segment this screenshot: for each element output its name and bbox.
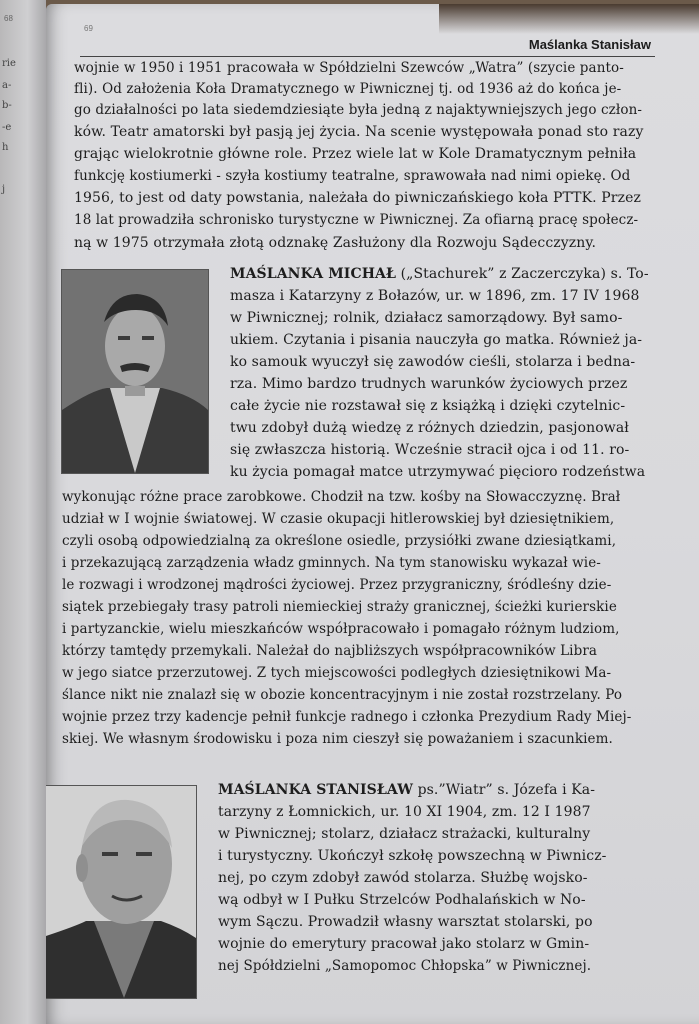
book-page [46, 4, 699, 1024]
text-line: udział w I wojnie światowej. W czasie okupacji hitlerowskiej był dziesiętnikiem, [62, 511, 615, 527]
left-fragment: a- [2, 80, 12, 91]
text-line: którzy tamtędy przemykali. Należał do najbliższych współpracowników Libra [62, 643, 598, 659]
portrait-stanislaw-image [46, 786, 196, 998]
text-line: („Stachurek” z Zaczerczyka) s. To- [396, 266, 649, 282]
text-line: ukiem. Czytania i pisania nauczyła go matka. Również ja- [230, 332, 643, 348]
left-fragment: -e [2, 122, 12, 133]
running-head: Maślanka Stanisław [528, 37, 651, 52]
left-fragment: rie [2, 58, 16, 69]
text-line: masza i Katarzyny z Bołazów, ur. w 1896, zm. 17 IV 1968 [230, 288, 640, 304]
left-fragment: j [2, 184, 6, 195]
text-line: wą odbył w I Pułku Strzelców Podhalańskich w No- [218, 892, 586, 908]
text-line: funkcję kostiumerki - szyła kostiumy teatralne, sprawowała nad nimi opiekę. Od [74, 168, 631, 184]
left-page-number: 68 [4, 14, 13, 23]
text-line: wojnie przez trzy kadencje pełnił funkcje radnego i członka Prezydium Rady Miej- [62, 709, 632, 725]
text-line: w jego siatce przerzutowej. Z tych miejscowości podległych dziesiętnikowi Ma- [62, 665, 612, 681]
portrait-photo-stanislaw [46, 786, 196, 998]
text-line: wym Sączu. Prowadził własny warsztat stolarski, po [218, 914, 593, 930]
text-line: grając wielokrotnie główne role. Przez wiele lat w Kole Dramatycznym pełniła [74, 146, 637, 162]
text-line: wykonując różne prace zarobkowe. Chodził na tzw. kośby na Słowacczyznę. Brał [62, 489, 621, 505]
text-line: nej, po czym zdobył zawód stolarza. Służbę wojsko- [218, 870, 588, 886]
text-line: ków. Teatr amatorski był pasją jej życia. Na scenie występowała ponad sto razy [74, 124, 644, 140]
page-number: 69 [84, 24, 93, 33]
text-line: i przekazującą zarządzenia władz gminnych. Na tym stanowisku wykazał wie- [62, 555, 601, 571]
text-line: wojnie do emerytury pracował jako stolarz w Gmin- [218, 936, 590, 952]
text-line: ko samouk wyuczył się zawodów cieśli, stolarza i bedna- [230, 354, 636, 370]
entry-name-michal: MAŚLANKA MICHAŁ [230, 266, 397, 282]
text-line: go działalności po lata siedemdziesiąte była jedną z najaktywniejszych jego człon- [74, 102, 643, 118]
text-line: ku życia pomagał matce utrzymywać pięcioro rodzeństwa [230, 464, 646, 480]
text-line: skiej. We własnym środowisku i poza nim cieszył się poważaniem i szacunkiem. [62, 731, 613, 747]
portrait-photo-michal [62, 270, 208, 473]
portrait-michal-image [62, 270, 208, 473]
text-line: się zwłaszcza historią. Wcześnie stracił ojca i od 11. ro- [230, 442, 630, 458]
text-line: całe życie nie rozstawał się z książką i dzięki czytelnic- [230, 398, 626, 414]
text-line: ps.”Wiatr” s. Józefa i Ka- [413, 782, 596, 798]
page-shadow [439, 4, 699, 34]
text-line: 18 lat prowadziła schronisko turystyczne w Piwnicznej. Za ofiarną pracę społecz- [74, 212, 639, 228]
text-line: i turystyczny. Ukończył szkołę powszechną w Piwnicz- [218, 848, 607, 864]
text-line: wojnie w 1950 i 1951 pracowała w Spółdzielni Szewców „Watra” (szycie panto- [74, 60, 624, 76]
text-line: nej Spółdzielni „Samopomoc Chłopska” w Piwnicznej. [218, 958, 592, 974]
text-line: w Piwnicznej; rolnik, działacz samorządowy. Był samo- [230, 310, 623, 326]
left-fragment: h [2, 142, 9, 153]
text-line: le rozwagi i wrodzonej mądrości życiowej. Przez przygraniczny, śródleśny dzie- [62, 577, 612, 593]
left-page-edge [0, 0, 46, 1024]
text-line: czyli osobą odpowiedzialną za określone osiedle, przysiółki zwane dziesiątkami, [62, 533, 617, 549]
text-line: ną w 1975 otrzymała złotą odznakę Zasłużony dla Rozwoju Sądecczyzny. [74, 235, 597, 251]
text-line: siątek przebiegały trasy patroli niemieckiej straży granicznej, ścieżki kurierskie [62, 599, 617, 615]
entry-name-stanislaw: MAŚLANKA STANISŁAW [218, 782, 414, 798]
text-line: w Piwnicznej; stolarz, działacz strażacki, kulturalny [218, 826, 591, 842]
text-line: 1956, to jest od daty powstania, należała do piwniczańskiego koła PTTK. Przez [74, 190, 641, 206]
text-line: tarzyny z Łomnickich, ur. 10 XI 1904, zm. 12 I 1987 [218, 804, 591, 820]
text-line: rza. Mimo bardzo trudnych warunków życiowych przez [230, 376, 628, 392]
text-line: i partyzanckie, wielu mieszkańców współpracowało i pomagało różnym ludziom, [62, 621, 620, 637]
text-line: fli). Od założenia Koła Dramatycznego w Piwnicznej tj. od 1936 aż do końca je- [74, 81, 622, 97]
text-line: ślance nikt nie znalazł się w obozie koncentracyjnym i nie został rozstrzelany. Po [62, 687, 623, 703]
left-fragment: b- [2, 100, 12, 111]
text-line: twu zdobył dużą wiedzę z różnych dziedzin, pasjonował [230, 420, 629, 436]
header-rule [80, 56, 655, 57]
